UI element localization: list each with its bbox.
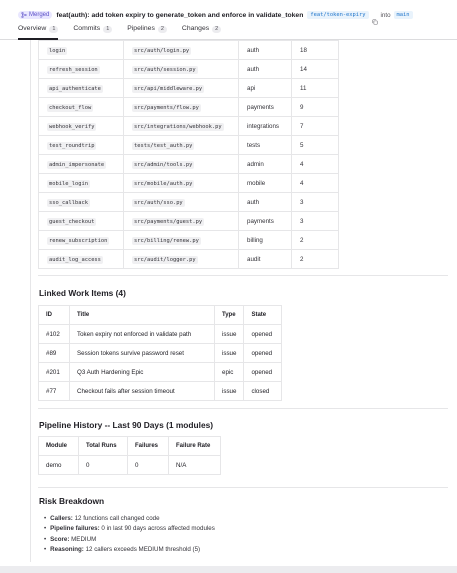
horizontal-scrollbar[interactable]: [0, 566, 457, 573]
column-header: Title: [70, 306, 215, 325]
function-name: admin_impersonate: [49, 161, 105, 168]
count-cell: 4: [292, 174, 339, 193]
work-item-type: issue: [215, 325, 244, 344]
count-cell: 4: [292, 155, 339, 174]
function-name: checkout_flow: [49, 104, 92, 111]
function-name: sso_callback: [49, 199, 88, 206]
work-item-title: Token expiry not enforced in validate path: [70, 325, 215, 344]
risk-label: Score:: [50, 535, 70, 543]
function-name: guest_checkout: [49, 218, 95, 225]
table-row: [39, 174, 339, 193]
risk-label: Reasoning:: [50, 545, 84, 553]
count-cell: 11: [292, 79, 339, 98]
total-runs-cell: 0: [79, 456, 128, 475]
tab-label: Overview: [18, 25, 47, 32]
work-item-id: #89: [39, 344, 70, 363]
target-branch-link[interactable]: main: [394, 11, 413, 19]
file-path: src/mobile/auth.py: [134, 180, 193, 187]
copy-icon[interactable]: [372, 12, 378, 18]
tab-count: 2: [158, 26, 167, 33]
list-item: [44, 524, 215, 534]
tab-label: Changes: [181, 25, 210, 32]
work-item-state: closed: [244, 382, 282, 401]
count-cell: 5: [292, 136, 339, 155]
merge-icon: [21, 12, 27, 18]
module-cell: auth: [239, 60, 292, 79]
page-title: feat(auth): add token expiry to generate_token and enforce in validate_token: [56, 11, 304, 19]
source-branch-link[interactable]: feat/token-expiry: [307, 11, 368, 19]
risk-label: Pipeline failures:: [50, 525, 100, 533]
table-row: [39, 155, 339, 174]
column-header: Total Runs: [79, 437, 128, 456]
function-name: api_authenticate: [49, 85, 101, 92]
linked-work-heading: Linked Work Items (4): [39, 288, 126, 298]
module-cell: demo: [39, 456, 79, 475]
work-item-state: opened: [244, 344, 282, 363]
file-path: src/billing/renew.py: [134, 237, 199, 244]
pipeline-history-table: [38, 436, 221, 475]
tab-count: 1: [49, 26, 58, 33]
module-cell: auth: [239, 41, 292, 60]
table-row: [39, 117, 339, 136]
file-path: src/payments/flow.py: [134, 104, 199, 111]
linked-work-table: [38, 305, 282, 401]
title-row: [18, 11, 413, 19]
affected-functions-table: [38, 40, 339, 269]
tab-label: Pipelines: [127, 25, 155, 32]
module-cell: api: [239, 79, 292, 98]
risk-breakdown-heading: Risk Breakdown: [39, 496, 105, 506]
status-badge-label: Merged: [29, 12, 50, 18]
table-row: [39, 193, 339, 212]
function-name: refresh_session: [49, 66, 98, 73]
tab-count: 2: [212, 26, 221, 33]
work-item-title: Q3 Auth Hardening Epic: [70, 363, 215, 382]
column-header: Type: [215, 306, 244, 325]
module-cell: payments: [239, 98, 292, 117]
file-path: src/integrations/webhook.py: [134, 123, 222, 130]
tab-pipelines[interactable]: [127, 25, 167, 40]
column-header: Failures: [128, 437, 169, 456]
list-item: [44, 514, 215, 524]
into-label: into: [380, 11, 391, 19]
work-item-id: #102: [39, 325, 70, 344]
file-path: src/audit/logger.py: [134, 256, 196, 263]
file-path: src/api/middleware.py: [134, 85, 203, 92]
work-item-state: opened: [244, 363, 282, 382]
table-row: [39, 231, 339, 250]
module-cell: integrations: [239, 117, 292, 136]
work-item-id: #201: [39, 363, 70, 382]
list-item: [44, 535, 215, 545]
count-cell: 3: [292, 193, 339, 212]
count-cell: 9: [292, 98, 339, 117]
file-path: src/auth/session.py: [134, 66, 196, 73]
count-cell: 2: [292, 231, 339, 250]
section-divider: [38, 487, 448, 488]
count-cell: 2: [292, 250, 339, 269]
risk-text: 0 in last 90 days across affected modules: [99, 525, 215, 533]
table-row: [39, 79, 339, 98]
count-cell: 18: [292, 41, 339, 60]
function-name: audit_log_access: [49, 256, 101, 263]
file-path: src/auth/sso.py: [134, 199, 183, 206]
work-item-title: Checkout fails after session timeout: [70, 382, 215, 401]
risk-text: MEDIUM: [69, 535, 97, 543]
tab-label: Commits: [73, 25, 101, 32]
table-row: [39, 212, 339, 231]
work-item-state: opened: [244, 325, 282, 344]
work-item-type: issue: [215, 344, 244, 363]
tab-count: 1: [103, 26, 112, 33]
file-path: src/auth/login.py: [134, 47, 190, 54]
file-path: src/payments/guest.py: [134, 218, 203, 225]
column-header: State: [244, 306, 282, 325]
section-divider: [38, 408, 448, 409]
risk-label: Callers:: [50, 515, 73, 522]
function-name: login: [49, 47, 66, 54]
column-header: ID: [39, 306, 70, 325]
content-border: [30, 40, 31, 562]
tab-changes[interactable]: [182, 25, 221, 40]
table-row: [39, 363, 282, 382]
work-item-title: Session tokens survive password reset: [70, 344, 215, 363]
tab-commits[interactable]: [73, 25, 112, 40]
table-row: [39, 41, 339, 60]
table-row: [39, 325, 282, 344]
list-item: [44, 545, 215, 555]
column-header: Failure Rate: [169, 437, 221, 456]
table-row: [39, 136, 339, 155]
function-name: mobile_login: [49, 180, 88, 187]
table-row: [39, 382, 282, 401]
failure-rate-cell: N/A: [169, 456, 221, 475]
risk-text: 12 callers exceeds MEDIUM threshold (5): [83, 545, 201, 553]
table-row: [39, 344, 282, 363]
pipeline-history-heading: Pipeline History -- Last 90 Days (1 modules): [39, 420, 214, 430]
table-header-row: [39, 306, 282, 325]
module-cell: tests: [239, 136, 292, 155]
count-cell: 3: [292, 212, 339, 231]
count-cell: 7: [292, 117, 339, 136]
module-cell: admin: [239, 155, 292, 174]
merge-request-header: [0, 0, 457, 40]
risk-text: 12 functions call changed code: [72, 515, 160, 522]
file-path: src/admin/tools.py: [134, 161, 193, 168]
count-cell: 14: [292, 60, 339, 79]
module-cell: payments: [239, 212, 292, 231]
table-row: [39, 456, 221, 475]
module-cell: mobile: [239, 174, 292, 193]
table-header-row: [39, 437, 221, 456]
section-divider: [38, 275, 448, 276]
work-item-type: epic: [215, 363, 244, 382]
tab-bar: [18, 25, 221, 40]
failures-cell: 0: [128, 456, 169, 475]
table-row: [39, 60, 339, 79]
work-item-id: #77: [39, 382, 70, 401]
tab-overview[interactable]: [18, 25, 58, 40]
column-header: Module: [39, 437, 79, 456]
table-row: [39, 250, 339, 269]
table-row: [39, 98, 339, 117]
module-cell: auth: [239, 193, 292, 212]
function-name: webhook_verify: [49, 123, 95, 130]
function-name: test_roundtrip: [49, 142, 95, 149]
work-item-type: issue: [215, 382, 244, 401]
function-name: renew_subscription: [49, 237, 108, 244]
module-cell: billing: [239, 231, 292, 250]
status-badge: [18, 11, 52, 19]
file-path: tests/test_auth.py: [134, 142, 193, 149]
module-cell: audit: [239, 250, 292, 269]
risk-list: [44, 514, 215, 555]
